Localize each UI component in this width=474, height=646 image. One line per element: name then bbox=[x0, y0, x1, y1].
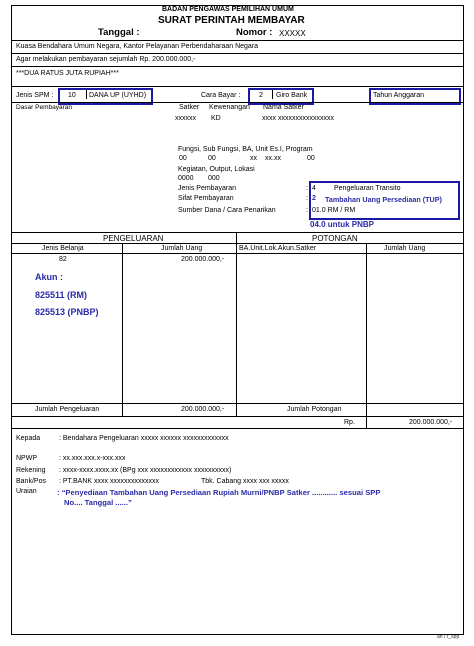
jenis-spm-code: 10 bbox=[68, 92, 76, 99]
jumlah-potongan-label: Jumlah Potongan bbox=[287, 406, 342, 413]
kuasa-text: Kuasa Bendahara Umum Negara, Kantor Pelayanan Perbendaharaan Negara bbox=[16, 43, 259, 50]
fungsi-val-3: xx bbox=[250, 155, 257, 162]
dasar-label: Dasar Pembayaran bbox=[16, 104, 72, 111]
sifat-pembayaran-label: Sifat Pembayaran bbox=[178, 195, 234, 202]
uraian-label: Uraian bbox=[16, 488, 37, 495]
cara-bayar-code: 2 bbox=[259, 92, 263, 99]
fungsi-val-5: 00 bbox=[307, 155, 315, 162]
jenis-spm-label: Jenis SPM : bbox=[16, 92, 54, 99]
satker-value: xxxxxx bbox=[175, 115, 196, 122]
colon-1: : bbox=[306, 185, 308, 192]
ba-unit-header: BA.Unit.Lok.Akun.Satker bbox=[239, 245, 317, 252]
kewenangan-label: Kewenangan bbox=[209, 104, 250, 111]
kepada-value: : Bendahara Pengeluaran xxxxx xxxxxx xxxxxxxxxxxxx bbox=[59, 435, 229, 442]
uraian-line-2: No.... Tanggal ......” bbox=[64, 498, 132, 507]
belanja-amount: 200.000.000,- bbox=[181, 256, 225, 263]
pengeluaran-title: PENGELUARAN bbox=[103, 234, 164, 243]
footer-code: an / r_spp bbox=[437, 634, 460, 640]
cara-bayar-value: Giro Bank bbox=[276, 92, 308, 99]
colon-3: : bbox=[306, 207, 308, 214]
nama-satker-value: xxxx xxxxxxxxxxxxxxxx bbox=[262, 115, 334, 122]
nama-satker-label: Nama Satker bbox=[263, 104, 304, 111]
kepada-label: Kepada bbox=[16, 435, 41, 442]
rekening-label: Rekening bbox=[16, 467, 46, 474]
nomor-label: Nomor : bbox=[236, 27, 273, 38]
jenis-belanja-header: Jenis Belanja bbox=[42, 245, 84, 252]
belanja-code: 82 bbox=[59, 256, 67, 263]
terbilang-text: ***DUA RATUS JUTA RUPIAH*** bbox=[16, 70, 119, 77]
agar-text: Agar melakukan pembayaran sejumlah Rp. 200.000.000,- bbox=[16, 56, 196, 63]
satker-label: Satker bbox=[179, 104, 200, 111]
sumber-dana-label: Sumber Dana / Cara Penarikan bbox=[178, 207, 276, 214]
sp-value: Tambahan Uang Persediaan (TUP) bbox=[325, 195, 442, 204]
agency-name: BADAN PENGAWAS PEMILIHAN UMUM bbox=[162, 6, 294, 13]
fungsi-val-1: 00 bbox=[179, 155, 187, 162]
akun-rm: 825511 (RM) bbox=[35, 290, 88, 300]
cara-bayar-label: Cara Bayar : bbox=[201, 92, 241, 99]
tanggal-label: Tanggal : bbox=[98, 27, 140, 38]
pengeluaran-jumlah-header: Jumlah Uang bbox=[161, 245, 203, 252]
rp-value: 200.000.000,- bbox=[409, 419, 453, 426]
kegiatan-label: Kegiatan, Output, Lokasi bbox=[178, 166, 255, 173]
tahun-anggaran: Tahun Anggaran bbox=[373, 92, 424, 99]
akun-pnbp: 825513 (PNBP) bbox=[35, 307, 99, 317]
rekening-value: : xxxx-xxxx.xxxx.xx (BPg xxx xxxxxxxxxxxx xxxxxxxxxx) bbox=[59, 467, 232, 474]
rp-label: Rp. bbox=[344, 419, 355, 426]
jp-value: Pengeluaran Transito bbox=[334, 185, 401, 192]
kegiatan-val-2: 000 bbox=[208, 175, 220, 182]
bank-cabang: Tbk. Cabang xxxx xxx xxxxx bbox=[201, 478, 289, 485]
bank-label: Bank/Pos bbox=[16, 478, 46, 485]
kewenangan-value: KD bbox=[211, 115, 221, 122]
sp-code: 2 bbox=[312, 195, 316, 202]
jp-code: 4 bbox=[312, 185, 316, 192]
fungsi-label: Fungsi, Sub Fungsi, BA, Unit Es.I, Program bbox=[178, 146, 313, 153]
akun-label: Akun : bbox=[35, 272, 63, 282]
colon-2: : bbox=[306, 195, 308, 202]
fungsi-val-4: xx.xx bbox=[265, 155, 281, 162]
jumlah-pengeluaran-value: 200.000.000,- bbox=[181, 406, 225, 413]
jumlah-pengeluaran-label: Jumlah Pengeluaran bbox=[35, 406, 100, 413]
jenis-pembayaran-label: Jenis Pembayaran bbox=[178, 185, 236, 192]
nomor-value: XXXXX bbox=[279, 29, 306, 38]
npwp-value: : xx.xxx.xxx.x-xxx.xxx bbox=[59, 455, 126, 462]
pnbp-note: 04.0 untuk PNBP bbox=[310, 220, 375, 229]
page-title: SURAT PERINTAH MEMBAYAR bbox=[158, 15, 305, 26]
npwp-label: NPWP bbox=[16, 455, 37, 462]
sd-value: 01.0 RM / RM bbox=[312, 207, 356, 214]
potongan-title: POTONGAN bbox=[312, 234, 358, 243]
potongan-jumlah-header: Jumlah Uang bbox=[384, 245, 426, 252]
pembayaran-highlight bbox=[309, 181, 460, 220]
jenis-spm-value: DANA UP (UYHD) bbox=[89, 92, 147, 99]
fungsi-val-2: 00 bbox=[208, 155, 216, 162]
uraian-line-1: : “Penyediaan Tambahan Uang Persediaan Rupiah Murni/PNBP Satker ............ sesuai SPP bbox=[57, 488, 381, 497]
bank-value: : PT.BANK xxxx xxxxxxxxxxxxxx bbox=[59, 478, 159, 485]
kegiatan-val-1: 0000 bbox=[178, 175, 194, 182]
